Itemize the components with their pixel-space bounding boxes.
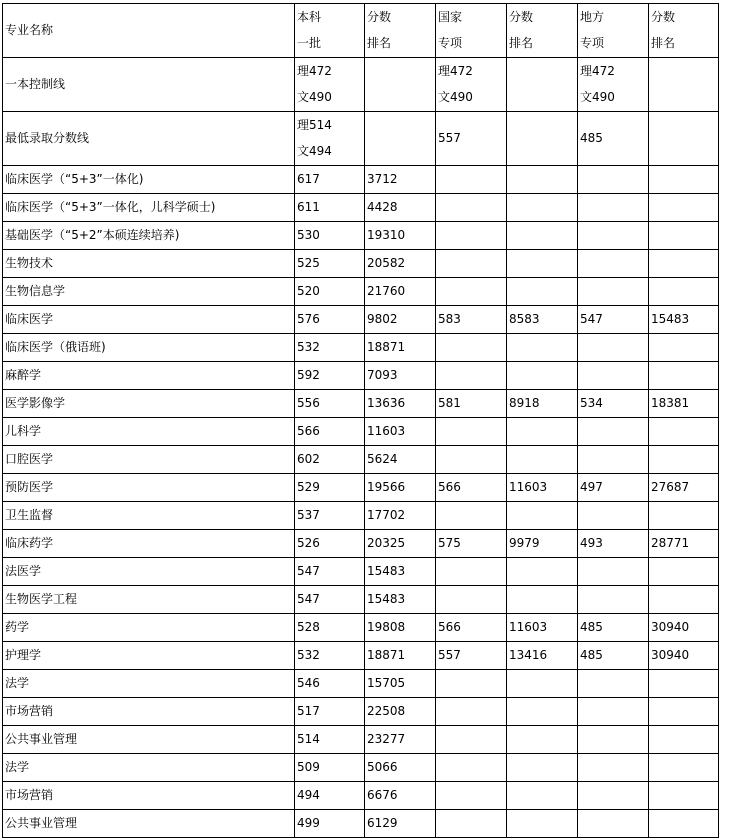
table-row [3, 474, 719, 502]
benke-score-cell: 556 [295, 390, 365, 418]
difang-rank-cell [649, 754, 719, 782]
benke-score-cell: 547 [295, 586, 365, 614]
difang-score-cell: 534 [578, 390, 649, 418]
guojia-rank-cell: 11603 [507, 474, 578, 502]
difang-score-cell [578, 334, 649, 362]
guojia-rank-cell [507, 250, 578, 278]
control-line-difang: 理472 文490 [578, 58, 649, 112]
difang-score-cell [578, 726, 649, 754]
min-score-difang: 485 [578, 112, 649, 166]
guojia-score-cell: 566 [436, 614, 507, 642]
difang-score-cell [578, 586, 649, 614]
difang-rank-cell [649, 166, 719, 194]
guojia-score-cell [436, 670, 507, 698]
table-row [3, 362, 719, 390]
table-row [3, 558, 719, 586]
table-row [3, 726, 719, 754]
benke-score-cell: 546 [295, 670, 365, 698]
header-guojia-rank: 分数 排名 [507, 4, 578, 58]
min-score-benke-rank [365, 112, 436, 166]
benke-score-cell: 509 [295, 754, 365, 782]
guojia-score-cell [436, 418, 507, 446]
difang-rank-cell [649, 670, 719, 698]
major-name-cell: 生物医学工程 [3, 586, 295, 614]
table-row [3, 642, 719, 670]
guojia-rank-cell [507, 782, 578, 810]
major-name-cell: 生物信息学 [3, 278, 295, 306]
guojia-score-cell [436, 278, 507, 306]
guojia-rank-cell [507, 698, 578, 726]
guojia-rank-cell [507, 334, 578, 362]
difang-rank-cell [649, 698, 719, 726]
guojia-score-cell [436, 502, 507, 530]
difang-rank-cell [649, 502, 719, 530]
benke-score-cell: 530 [295, 222, 365, 250]
difang-rank-cell [649, 194, 719, 222]
major-name-cell: 麻醉学 [3, 362, 295, 390]
min-score-benke: 理514 文494 [295, 112, 365, 166]
difang-score-cell [578, 670, 649, 698]
major-name-cell: 医学影像学 [3, 390, 295, 418]
difang-score-cell [578, 278, 649, 306]
guojia-score-cell [436, 698, 507, 726]
major-name-cell: 生物技术 [3, 250, 295, 278]
control-line-guojia: 理472 文490 [436, 58, 507, 112]
table-row [3, 502, 719, 530]
difang-score-cell [578, 446, 649, 474]
guojia-score-cell: 575 [436, 530, 507, 558]
benke-rank-cell: 18871 [365, 334, 436, 362]
table-row [3, 222, 719, 250]
guojia-rank-cell [507, 502, 578, 530]
major-name-cell: 法学 [3, 670, 295, 698]
guojia-score-cell: 583 [436, 306, 507, 334]
difang-score-cell [578, 782, 649, 810]
guojia-rank-cell [507, 222, 578, 250]
difang-rank-cell [649, 418, 719, 446]
control-line-label: 一本控制线 [3, 58, 295, 112]
benke-rank-cell: 19310 [365, 222, 436, 250]
major-name-cell: 法学 [3, 754, 295, 782]
difang-score-cell: 493 [578, 530, 649, 558]
benke-rank-cell: 6129 [365, 810, 436, 838]
benke-score-cell: 611 [295, 194, 365, 222]
difang-rank-cell [649, 362, 719, 390]
table-row [3, 614, 719, 642]
guojia-score-cell [436, 362, 507, 390]
guojia-rank-cell [507, 558, 578, 586]
difang-score-cell [578, 166, 649, 194]
header-benke-yipi: 本科 一批 [295, 4, 365, 58]
difang-rank-cell: 27687 [649, 474, 719, 502]
benke-rank-cell: 11603 [365, 418, 436, 446]
benke-score-cell: 528 [295, 614, 365, 642]
benke-score-cell: 566 [295, 418, 365, 446]
guojia-score-cell [436, 334, 507, 362]
control-line-benke: 理472 文490 [295, 58, 365, 112]
difang-rank-cell [649, 782, 719, 810]
benke-score-cell: 499 [295, 810, 365, 838]
difang-score-cell: 497 [578, 474, 649, 502]
guojia-rank-cell [507, 670, 578, 698]
guojia-rank-cell: 8918 [507, 390, 578, 418]
major-name-cell: 临床医学（俄语班) [3, 334, 295, 362]
difang-rank-cell [649, 278, 719, 306]
benke-rank-cell: 21760 [365, 278, 436, 306]
difang-score-cell [578, 250, 649, 278]
min-score-label: 最低录取分数线 [3, 112, 295, 166]
table-row [3, 670, 719, 698]
major-name-cell: 市场营销 [3, 698, 295, 726]
difang-rank-cell [649, 222, 719, 250]
guojia-rank-cell [507, 586, 578, 614]
benke-rank-cell: 22508 [365, 698, 436, 726]
benke-rank-cell: 18871 [365, 642, 436, 670]
benke-score-cell: 576 [295, 306, 365, 334]
table-row [3, 194, 719, 222]
benke-score-cell: 526 [295, 530, 365, 558]
min-score-guojia: 557 [436, 112, 507, 166]
table-row [3, 586, 719, 614]
header-difang-rank: 分数 排名 [649, 4, 719, 58]
header-major: 专业名称 [3, 4, 295, 58]
benke-rank-cell: 5066 [365, 754, 436, 782]
difang-rank-cell [649, 726, 719, 754]
benke-rank-cell: 23277 [365, 726, 436, 754]
guojia-rank-cell [507, 810, 578, 838]
difang-score-cell [578, 222, 649, 250]
major-name-cell: 儿科学 [3, 418, 295, 446]
guojia-score-cell [436, 166, 507, 194]
major-name-cell: 公共事业管理 [3, 726, 295, 754]
guojia-score-cell [436, 222, 507, 250]
guojia-rank-cell [507, 446, 578, 474]
difang-rank-cell: 15483 [649, 306, 719, 334]
benke-rank-cell: 15483 [365, 558, 436, 586]
benke-score-cell: 494 [295, 782, 365, 810]
control-line-row [3, 58, 719, 112]
major-name-cell: 药学 [3, 614, 295, 642]
admission-scores-table-container [2, 3, 719, 838]
table-row [3, 390, 719, 418]
difang-rank-cell: 30940 [649, 614, 719, 642]
guojia-rank-cell [507, 726, 578, 754]
benke-score-cell: 532 [295, 642, 365, 670]
difang-score-cell: 485 [578, 642, 649, 670]
benke-score-cell: 529 [295, 474, 365, 502]
table-row [3, 166, 719, 194]
guojia-rank-cell [507, 166, 578, 194]
benke-rank-cell: 4428 [365, 194, 436, 222]
guojia-score-cell [436, 194, 507, 222]
table-row [3, 810, 719, 838]
major-name-cell: 口腔医学 [3, 446, 295, 474]
benke-score-cell: 592 [295, 362, 365, 390]
guojia-score-cell [436, 250, 507, 278]
guojia-score-cell: 566 [436, 474, 507, 502]
table-row [3, 530, 719, 558]
difang-score-cell [578, 502, 649, 530]
guojia-score-cell [436, 446, 507, 474]
major-name-cell: 基础医学（“5+2”本硕连续培养) [3, 222, 295, 250]
guojia-rank-cell: 9979 [507, 530, 578, 558]
major-name-cell: 市场营销 [3, 782, 295, 810]
table-row [3, 306, 719, 334]
difang-rank-cell [649, 810, 719, 838]
control-line-guojia-rank [507, 58, 578, 112]
guojia-score-cell: 557 [436, 642, 507, 670]
difang-score-cell [578, 194, 649, 222]
major-name-cell: 预防医学 [3, 474, 295, 502]
difang-rank-cell [649, 334, 719, 362]
benke-score-cell: 517 [295, 698, 365, 726]
difang-rank-cell [649, 250, 719, 278]
benke-rank-cell: 5624 [365, 446, 436, 474]
table-row [3, 250, 719, 278]
benke-rank-cell: 7093 [365, 362, 436, 390]
benke-rank-cell: 15705 [365, 670, 436, 698]
difang-score-cell [578, 418, 649, 446]
guojia-rank-cell [507, 278, 578, 306]
difang-rank-cell: 18381 [649, 390, 719, 418]
benke-rank-cell: 17702 [365, 502, 436, 530]
table-row [3, 782, 719, 810]
difang-rank-cell [649, 586, 719, 614]
major-name-cell: 临床药学 [3, 530, 295, 558]
guojia-score-cell: 581 [436, 390, 507, 418]
table-row [3, 446, 719, 474]
benke-rank-cell: 20582 [365, 250, 436, 278]
difang-rank-cell: 30940 [649, 642, 719, 670]
benke-rank-cell: 20325 [365, 530, 436, 558]
guojia-score-cell [436, 558, 507, 586]
guojia-score-cell [436, 810, 507, 838]
major-name-cell: 公共事业管理 [3, 810, 295, 838]
min-score-difang-rank [649, 112, 719, 166]
admission-scores-table [2, 3, 719, 838]
difang-score-cell [578, 558, 649, 586]
major-name-cell: 护理学 [3, 642, 295, 670]
table-row [3, 698, 719, 726]
table-row [3, 754, 719, 782]
benke-rank-cell: 9802 [365, 306, 436, 334]
benke-rank-cell: 6676 [365, 782, 436, 810]
benke-rank-cell: 19808 [365, 614, 436, 642]
guojia-score-cell [436, 754, 507, 782]
benke-rank-cell: 3712 [365, 166, 436, 194]
difang-rank-cell [649, 446, 719, 474]
benke-score-cell: 617 [295, 166, 365, 194]
header-row [3, 4, 719, 58]
benke-rank-cell: 15483 [365, 586, 436, 614]
benke-rank-cell: 13636 [365, 390, 436, 418]
guojia-rank-cell: 13416 [507, 642, 578, 670]
major-name-cell: 卫生监督 [3, 502, 295, 530]
difang-rank-cell [649, 558, 719, 586]
control-line-benke-rank [365, 58, 436, 112]
difang-score-cell [578, 754, 649, 782]
table-body [3, 4, 719, 838]
major-name-cell: 临床医学（“5+3”一体化) [3, 166, 295, 194]
guojia-rank-cell: 11603 [507, 614, 578, 642]
table-row [3, 278, 719, 306]
guojia-score-cell [436, 726, 507, 754]
min-score-guojia-rank [507, 112, 578, 166]
table-row [3, 334, 719, 362]
difang-score-cell [578, 362, 649, 390]
benke-score-cell: 537 [295, 502, 365, 530]
header-guojia-zhuanxiang: 国家 专项 [436, 4, 507, 58]
major-name-cell: 临床医学（“5+3”一体化，儿科学硕士) [3, 194, 295, 222]
benke-score-cell: 532 [295, 334, 365, 362]
guojia-rank-cell [507, 194, 578, 222]
guojia-rank-cell [507, 418, 578, 446]
benke-score-cell: 520 [295, 278, 365, 306]
benke-score-cell: 547 [295, 558, 365, 586]
control-line-difang-rank [649, 58, 719, 112]
difang-score-cell: 485 [578, 614, 649, 642]
min-score-row [3, 112, 719, 166]
guojia-rank-cell: 8583 [507, 306, 578, 334]
header-benke-rank: 分数 排名 [365, 4, 436, 58]
benke-rank-cell: 19566 [365, 474, 436, 502]
guojia-score-cell [436, 586, 507, 614]
benke-score-cell: 514 [295, 726, 365, 754]
difang-score-cell [578, 810, 649, 838]
guojia-score-cell [436, 782, 507, 810]
header-difang-zhuanxiang: 地方 专项 [578, 4, 649, 58]
difang-score-cell: 547 [578, 306, 649, 334]
table-row [3, 418, 719, 446]
difang-score-cell [578, 698, 649, 726]
benke-score-cell: 525 [295, 250, 365, 278]
guojia-rank-cell [507, 362, 578, 390]
major-name-cell: 法医学 [3, 558, 295, 586]
major-name-cell: 临床医学 [3, 306, 295, 334]
benke-score-cell: 602 [295, 446, 365, 474]
guojia-rank-cell [507, 754, 578, 782]
difang-rank-cell: 28771 [649, 530, 719, 558]
